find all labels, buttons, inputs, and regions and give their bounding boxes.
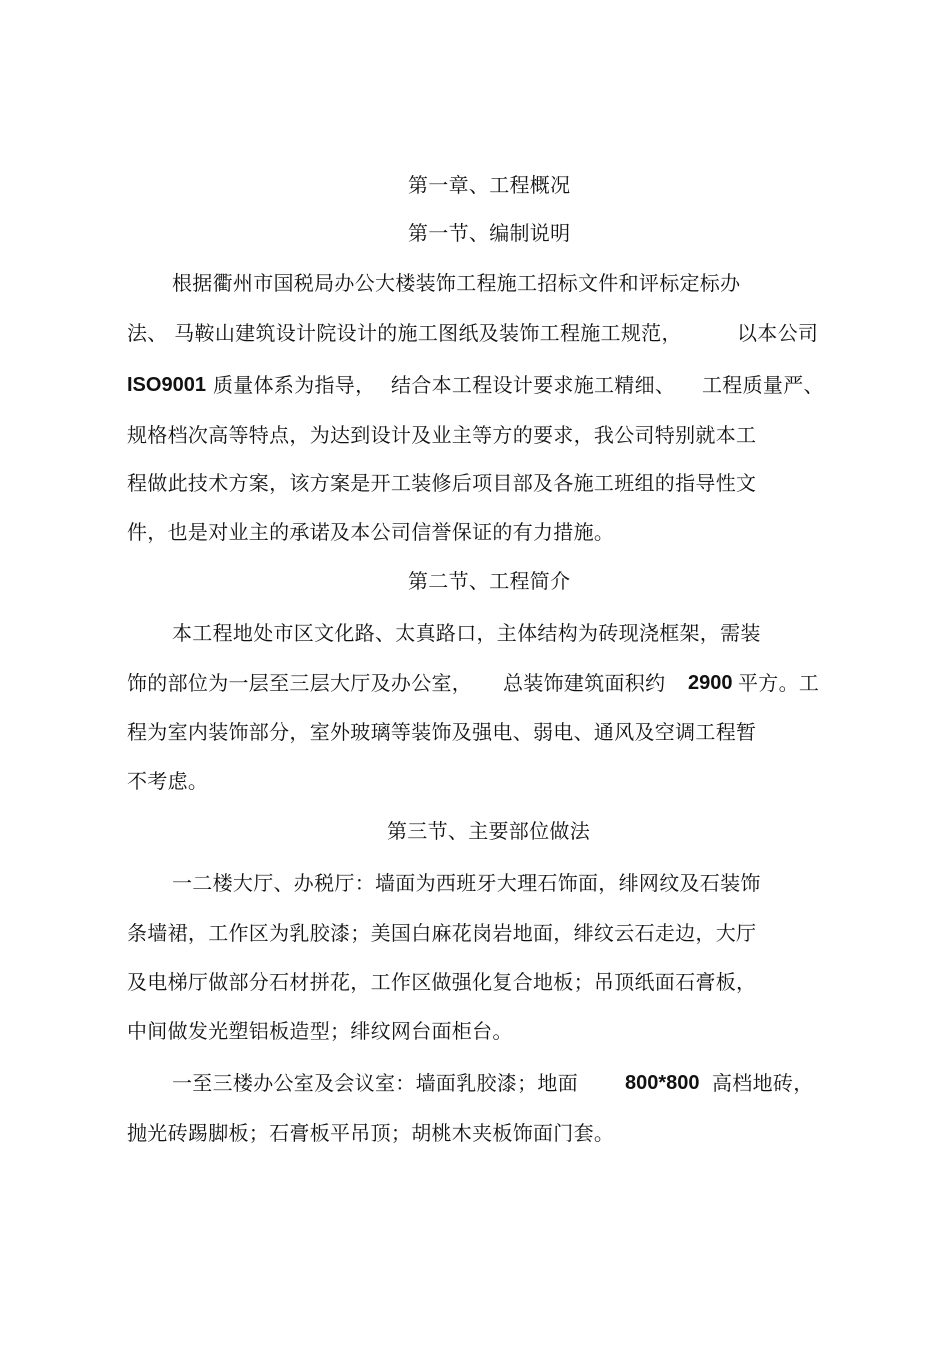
paragraph-line: 以本公司 — [737, 321, 819, 345]
paragraph-line: 件，也是对业主的承诺及本公司信誉保证的有力措施。 — [127, 520, 615, 544]
paragraph-line: 饰的部位为一层至三层大厅及办公室， — [127, 671, 473, 695]
chapter-title: 第一章、工程概况 — [408, 173, 571, 197]
paragraph-line: 高档地砖， — [712, 1071, 814, 1095]
paragraph-line: 抛光砖踢脚板；石膏板平吊顶；胡桃木夹板饰面门套。 — [127, 1121, 615, 1145]
paragraph-line: 工程质量严、 — [702, 373, 824, 397]
tile-size: 800*800 — [625, 1072, 700, 1094]
paragraph-line: 总装饰建筑面积约 — [503, 671, 666, 695]
paragraph-line: 一至三楼办公室及会议室：墙面乳胶漆；地面 — [172, 1071, 578, 1095]
section-heading-2: 第二节、工程简介 — [408, 569, 571, 593]
paragraph-line: 不考虑。 — [127, 769, 209, 793]
paragraph-line: 一二楼大厅、办税厅：墙面为西班牙大理石饰面，绯网纹及石装饰 — [172, 871, 761, 895]
paragraph-line: 中间做发光塑铝板造型；绯纹网台面柜台。 — [127, 1019, 513, 1043]
paragraph-line: 平方。工 — [738, 671, 820, 695]
area-value: 2900 — [688, 672, 733, 694]
paragraph-line: 本工程地处市区文化路、太真路口，主体结构为砖现浇框架，需装 — [172, 621, 761, 645]
paragraph-line: 规格档次高等特点，为达到设计及业主等方的要求，我公司特别就本工 — [127, 423, 757, 447]
paragraph-line: 结合本工程设计要求施工精细、 — [391, 373, 676, 397]
paragraph-line: 程做此技术方案，该方案是开工装修后项目部及各施工班组的指导性文 — [127, 471, 757, 495]
section-heading-3: 第三节、主要部位做法 — [387, 819, 590, 843]
paragraph-line: 条墙裙，工作区为乳胶漆；美国白麻花岗岩地面，绯纹云石走边，大厅 — [127, 921, 757, 945]
paragraph-line: 质量体系为指导， — [213, 373, 376, 397]
section-heading-1: 第一节、编制说明 — [408, 221, 571, 245]
standard-code: ISO9001 — [127, 374, 206, 396]
paragraph-line: 法、 马鞍山建筑设计院设计的施工图纸及装饰工程施工规范， — [127, 321, 682, 345]
paragraph-line: 根据衢州市国税局办公大楼装饰工程施工招标文件和评标定标办 — [172, 271, 741, 295]
paragraph-line: 及电梯厅做部分石材拼花，工作区做强化复合地板；吊顶纸面石膏板， — [127, 970, 757, 994]
paragraph-line: 程为室内装饰部分，室外玻璃等装饰及强电、弱电、通风及空调工程暂 — [127, 720, 757, 744]
